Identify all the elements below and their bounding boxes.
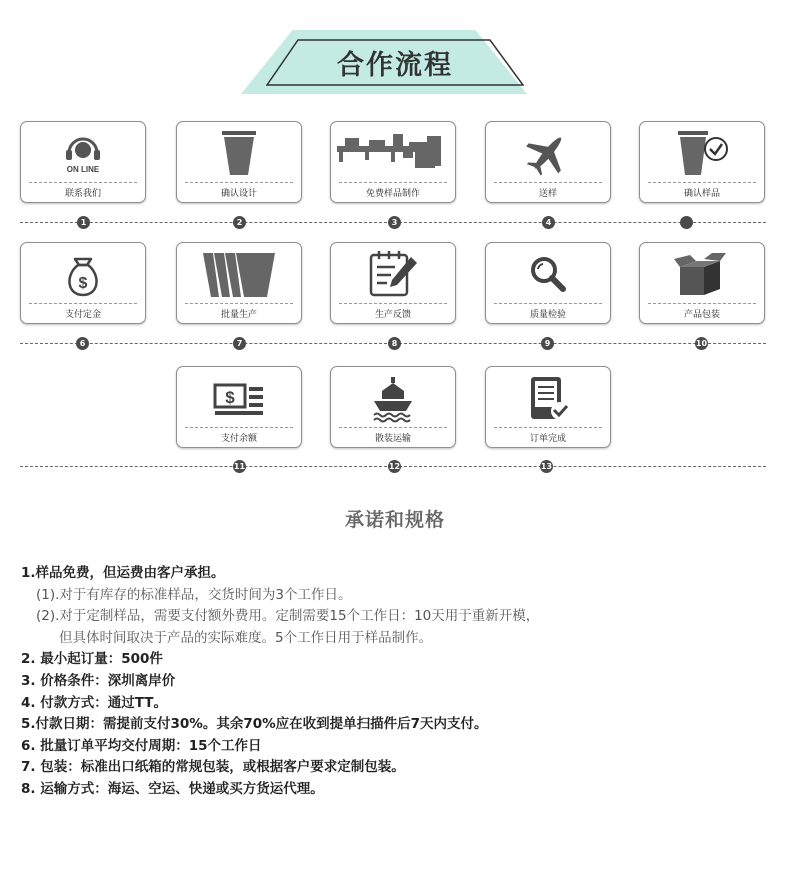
step-number-badge: 2 [233, 216, 246, 229]
terms-item: 4. 付款方式：通过TT。 [21, 694, 167, 711]
terms-item: 3. 价格条件：深圳离岸价 [21, 672, 176, 689]
step-label: 生产反馈 [374, 310, 411, 320]
headset-online-icon [21, 126, 145, 180]
ship-icon [331, 371, 455, 425]
page-title: 合作流程 [337, 50, 453, 81]
svg-text:$: $ [78, 275, 88, 292]
step-card-send-sample [485, 121, 611, 203]
step-number-badge [680, 216, 693, 229]
terms-item: 2. 最小起订量：500件 [21, 651, 163, 668]
money-bag-icon [21, 247, 145, 301]
step-card-mass-production [176, 242, 302, 324]
step-label: 散装运输 [374, 434, 411, 444]
terms-item: 6. 批量订单平均交付周期：15个工作日 [21, 737, 262, 754]
step-card-confirm-design [176, 121, 302, 203]
terms-item: (1).对于有库存的标准样品，交货时间为3个工作日。 [36, 586, 352, 603]
box-icon [640, 247, 764, 301]
section-title: 承诺和规格 [344, 509, 445, 531]
step-number-badge: 6 [76, 337, 89, 350]
step-label: 批量生产 [220, 310, 257, 320]
step-card-production-feedback [330, 242, 456, 324]
step-card-deposit [20, 242, 146, 324]
step-card-bulk-shipping [330, 366, 456, 448]
step-number-badge: 7 [233, 337, 246, 350]
step-number-badge: 4 [542, 216, 555, 229]
terms-item: 7. 包装：标准出口纸箱的常规包装，或根据客户要求定制包装。 [21, 759, 405, 776]
airplane-icon [486, 126, 610, 180]
step-label: 支付定金 [64, 310, 101, 320]
step-card-packaging [639, 242, 765, 324]
step-card-free-sample [330, 121, 456, 203]
step-label: 订单完成 [529, 434, 566, 444]
step-label: 确认样品 [683, 189, 720, 199]
terms-item: 8. 运输方式：海运、空运、快递或买方货运代理。 [21, 780, 324, 797]
terms-item: 但具体时间取决于产品的实际难度。5个工作日用于样品制作。 [59, 629, 433, 646]
step-number-badge: 9 [541, 337, 554, 350]
step-card-balance [176, 366, 302, 448]
step-card-contact [20, 121, 146, 203]
terms-item: 5.付款日期：需提前支付30%。其余70%应在收到提单扫描件后7天内支付。 [21, 716, 488, 733]
terms-item: 1.样品免费，但运费由客户承担。 [21, 565, 225, 581]
step-number-badge: 10 [695, 339, 708, 348]
step-number-badge: 12 [388, 462, 401, 471]
step-number-badge: 3 [388, 216, 401, 229]
stacked-cups-icon [177, 247, 301, 301]
step-number-badge: 1 [77, 216, 90, 229]
svg-text:$: $ [225, 388, 235, 407]
step-number-badge: 11 [233, 462, 246, 471]
magnifier-icon [486, 247, 610, 301]
step-number-badge: 13 [540, 462, 553, 471]
cup-check-icon [640, 126, 764, 180]
order-document-icon [486, 371, 610, 425]
paper-cup-icon [177, 126, 301, 180]
step-number-badge: 8 [388, 337, 401, 350]
step-card-quality-check [485, 242, 611, 324]
step-label: 质量检验 [529, 310, 566, 320]
terms-item: (2).对于定制样品，需要支付额外费用。定制需要15个工作日：10天用于重新开模， [36, 608, 540, 625]
step-card-confirm-sample [639, 121, 765, 203]
step-label: 支付余额 [220, 434, 257, 444]
notepad-pen-icon [331, 247, 455, 301]
step-label: 确认设计 [220, 189, 257, 199]
step-label: 产品包装 [683, 310, 720, 320]
machinery-icon [331, 126, 455, 180]
svg-text:ON LINE: ON LINE [66, 165, 100, 174]
step-label: 联系我们 [64, 189, 101, 199]
step-card-order-complete [485, 366, 611, 448]
step-label: 免费样品制作 [365, 189, 420, 199]
cash-icon [177, 371, 301, 425]
terms-list [21, 563, 781, 801]
step-label: 送样 [538, 189, 557, 199]
